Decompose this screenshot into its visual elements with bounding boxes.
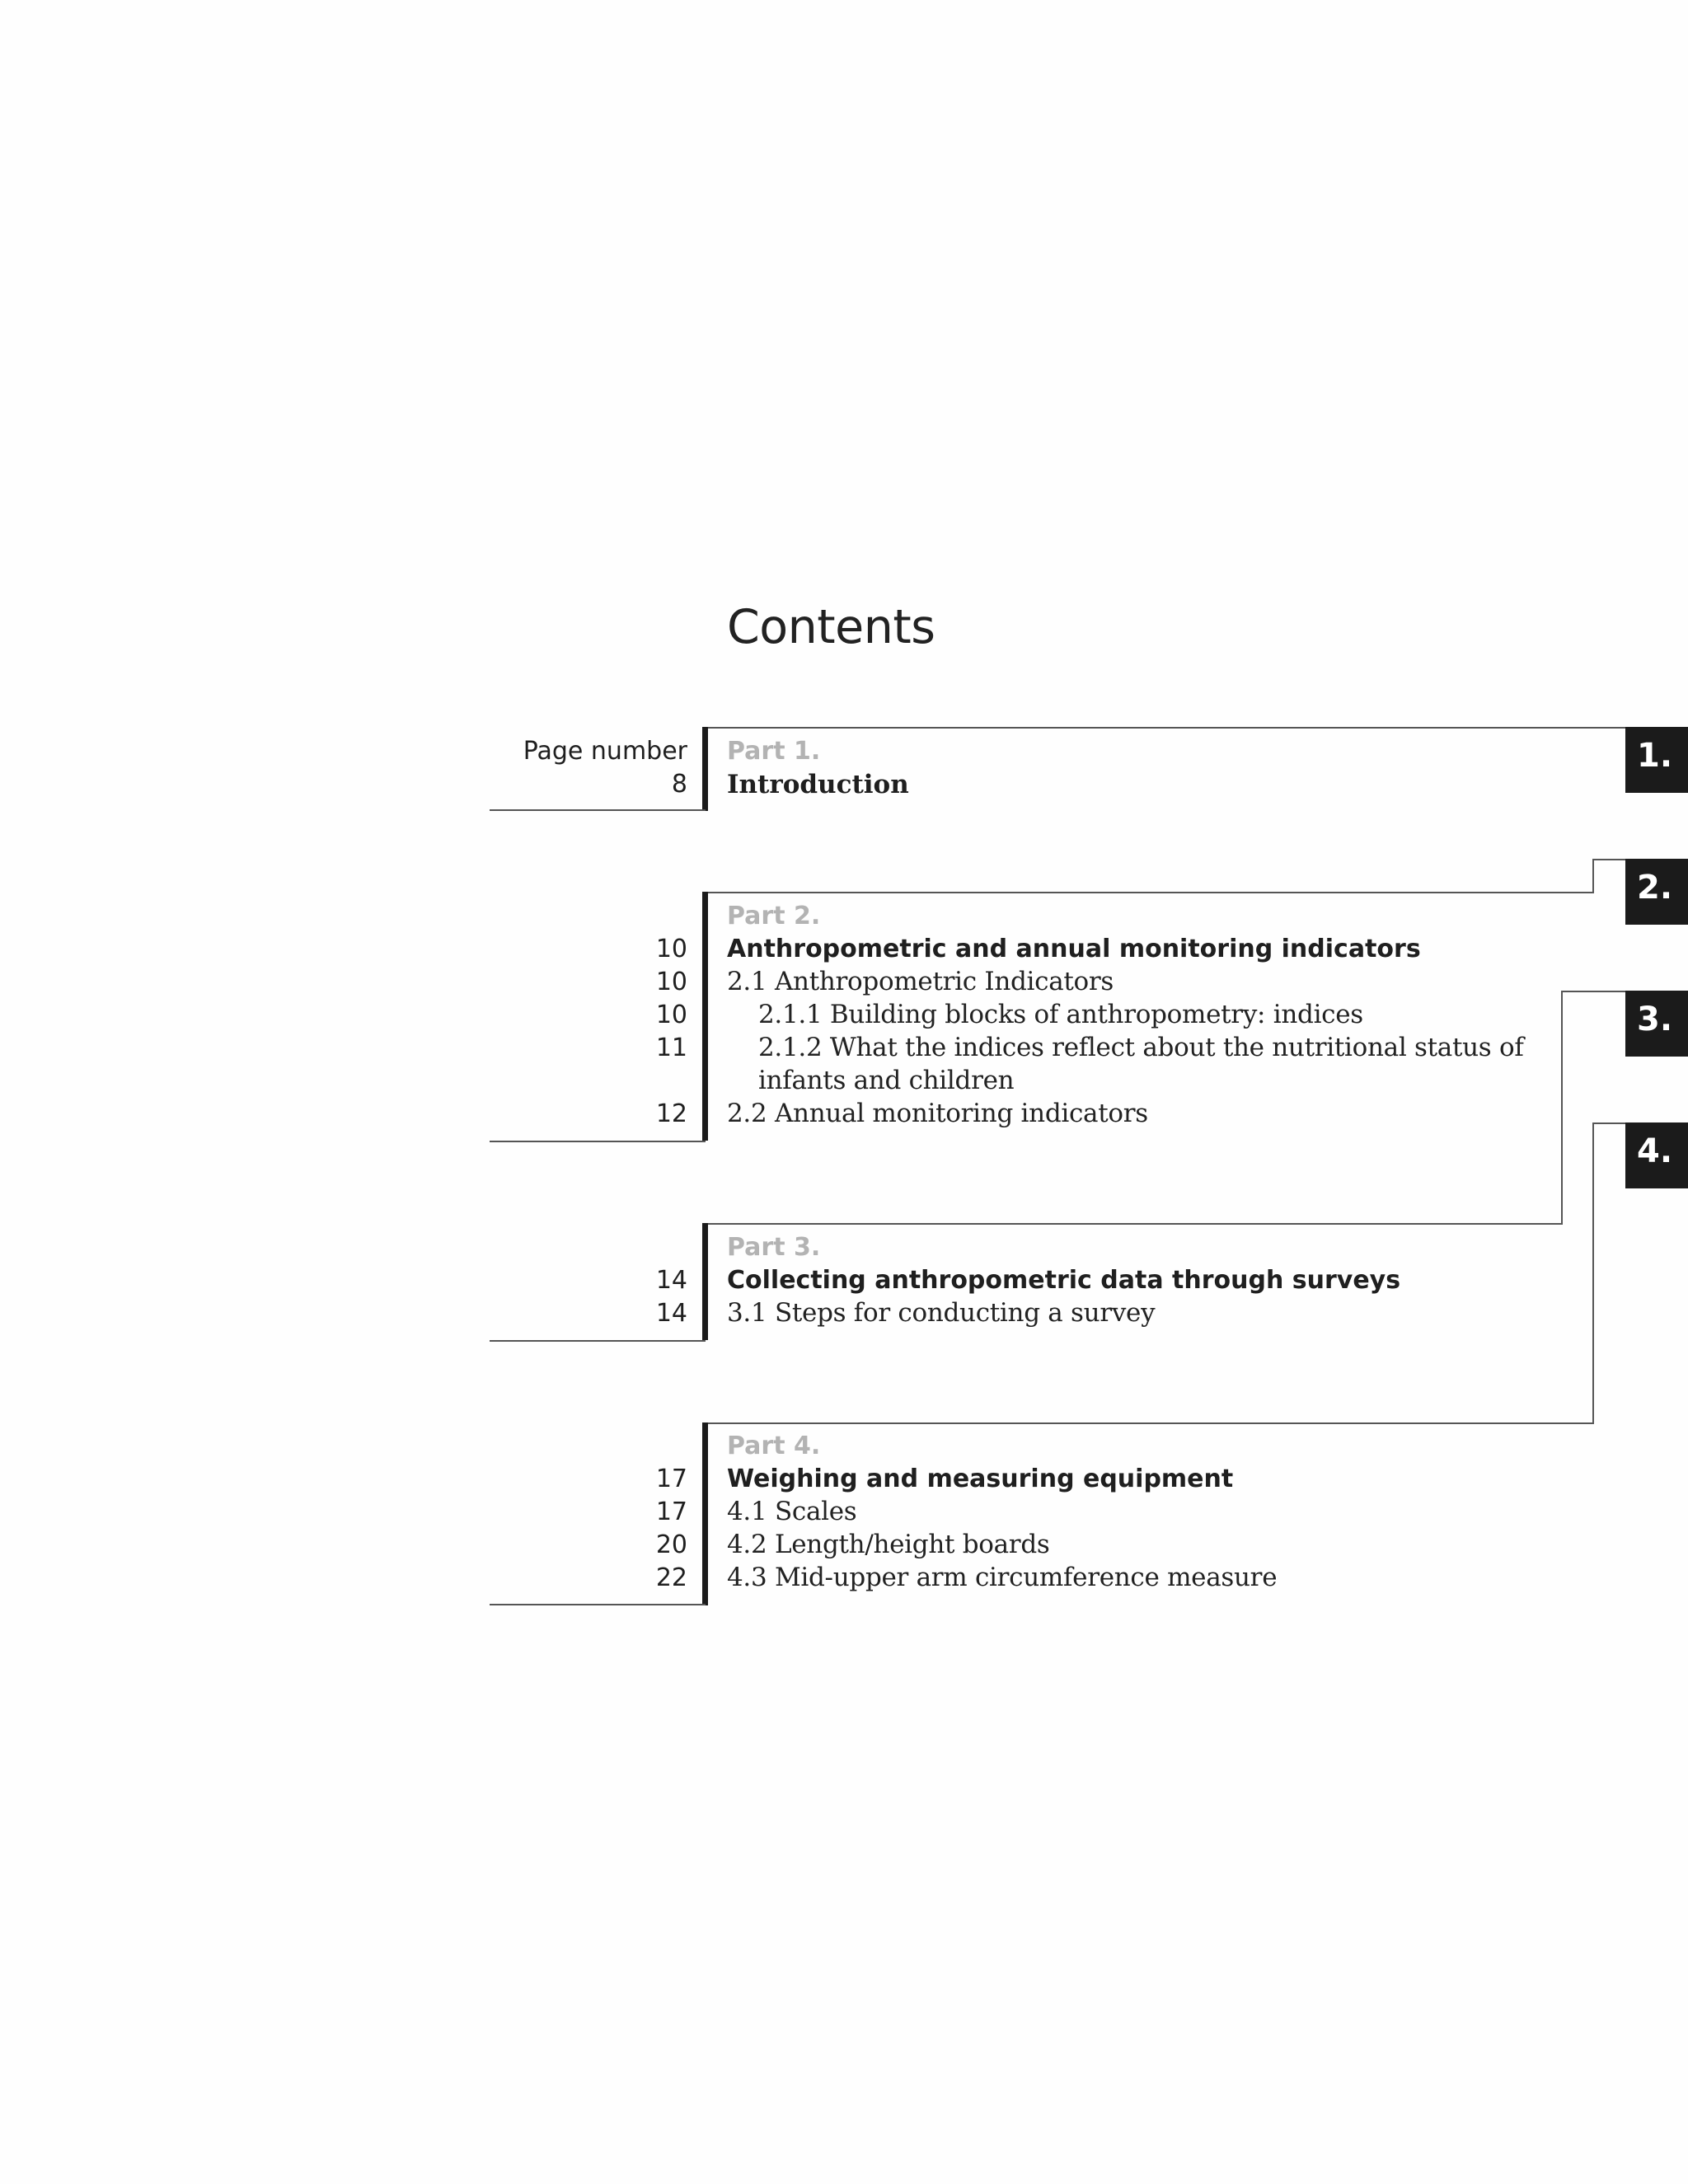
- toc-entry[interactable]: 2.1.2 What the indices reflect about the nutritional status of: [758, 1033, 1524, 1062]
- part-1-bar: [702, 727, 708, 811]
- entry-page[interactable]: 20: [655, 1530, 687, 1559]
- part-1-label: Part 1.: [727, 737, 821, 766]
- part-3-label: Part 3.: [727, 1233, 821, 1262]
- section-tab-2[interactable]: [1625, 859, 1688, 925]
- entry-page[interactable]: 14: [655, 1299, 687, 1328]
- part-2-connector-horizontal: [1592, 859, 1625, 860]
- section-tab-3-label: 3.: [1637, 1001, 1673, 1038]
- part-2-label: Part 2.: [727, 902, 821, 930]
- part-2-connector-vertical: [1592, 859, 1594, 893]
- part-3-page[interactable]: 14: [655, 1266, 687, 1295]
- part-3-connector-horizontal: [1561, 991, 1625, 992]
- entry-page[interactable]: 12: [655, 1099, 687, 1128]
- toc-entry[interactable]: 4.2 Length/height boards: [727, 1530, 1050, 1559]
- toc-entry[interactable]: 2.2 Annual monitoring indicators: [727, 1099, 1148, 1128]
- toc-entry-continuation[interactable]: infants and children: [758, 1066, 1015, 1095]
- toc-entry[interactable]: 4.1 Scales: [727, 1497, 857, 1526]
- part-4-connector-vertical: [1592, 1122, 1594, 1424]
- toc-entry[interactable]: 2.1.1 Building blocks of anthropometry: indices: [758, 1000, 1363, 1029]
- part-3-bottom-rule: [490, 1340, 706, 1342]
- section-tab-3[interactable]: [1625, 991, 1688, 1057]
- entry-page[interactable]: 22: [655, 1563, 687, 1592]
- toc-entry[interactable]: 2.1 Anthropometric Indicators: [727, 967, 1114, 996]
- part-1-heading[interactable]: Introduction: [727, 770, 909, 799]
- section-tab-4[interactable]: [1625, 1122, 1688, 1188]
- part-4-bar: [702, 1422, 708, 1605]
- section-tab-1[interactable]: [1625, 727, 1688, 793]
- part-4-page[interactable]: 17: [655, 1465, 687, 1493]
- part-4-top-rule: [704, 1422, 1594, 1424]
- part-2-page[interactable]: 10: [655, 935, 687, 963]
- part-1-bottom-rule: [490, 809, 706, 811]
- part-4-heading[interactable]: Weighing and measuring equipment: [727, 1465, 1234, 1493]
- section-tab-1-label: 1.: [1637, 737, 1673, 775]
- part-1-page[interactable]: 8: [671, 770, 687, 799]
- page-number-label: Page number: [523, 737, 687, 766]
- part-3-connector-vertical: [1561, 991, 1563, 1225]
- part-4-bottom-rule: [490, 1604, 706, 1605]
- part-4-label: Part 4.: [727, 1432, 821, 1460]
- part-4-connector-horizontal: [1592, 1122, 1625, 1124]
- part-2-top-rule: [704, 892, 1594, 893]
- entry-page[interactable]: 10: [655, 1001, 687, 1029]
- entry-page[interactable]: 17: [655, 1497, 687, 1526]
- page-title: Contents: [727, 600, 935, 654]
- part-3-bar: [702, 1223, 708, 1340]
- part-3-top-rule: [704, 1223, 1563, 1225]
- section-tab-4-label: 4.: [1637, 1132, 1673, 1170]
- toc-entry[interactable]: 4.3 Mid-upper arm circumference measure: [727, 1563, 1278, 1592]
- part-2-bar: [702, 892, 708, 1141]
- toc-entry[interactable]: 3.1 Steps for conducting a survey: [727, 1298, 1156, 1328]
- part-2-bottom-rule: [490, 1141, 706, 1142]
- part-3-heading[interactable]: Collecting anthropometric data through surveys: [727, 1266, 1401, 1295]
- entry-page[interactable]: 10: [655, 968, 687, 996]
- part-2-heading[interactable]: Anthropometric and annual monitoring indicators: [727, 935, 1421, 963]
- entry-page[interactable]: 11: [655, 1033, 687, 1062]
- section-tab-2-label: 2.: [1637, 869, 1673, 907]
- part-1-top-rule: [704, 727, 1625, 729]
